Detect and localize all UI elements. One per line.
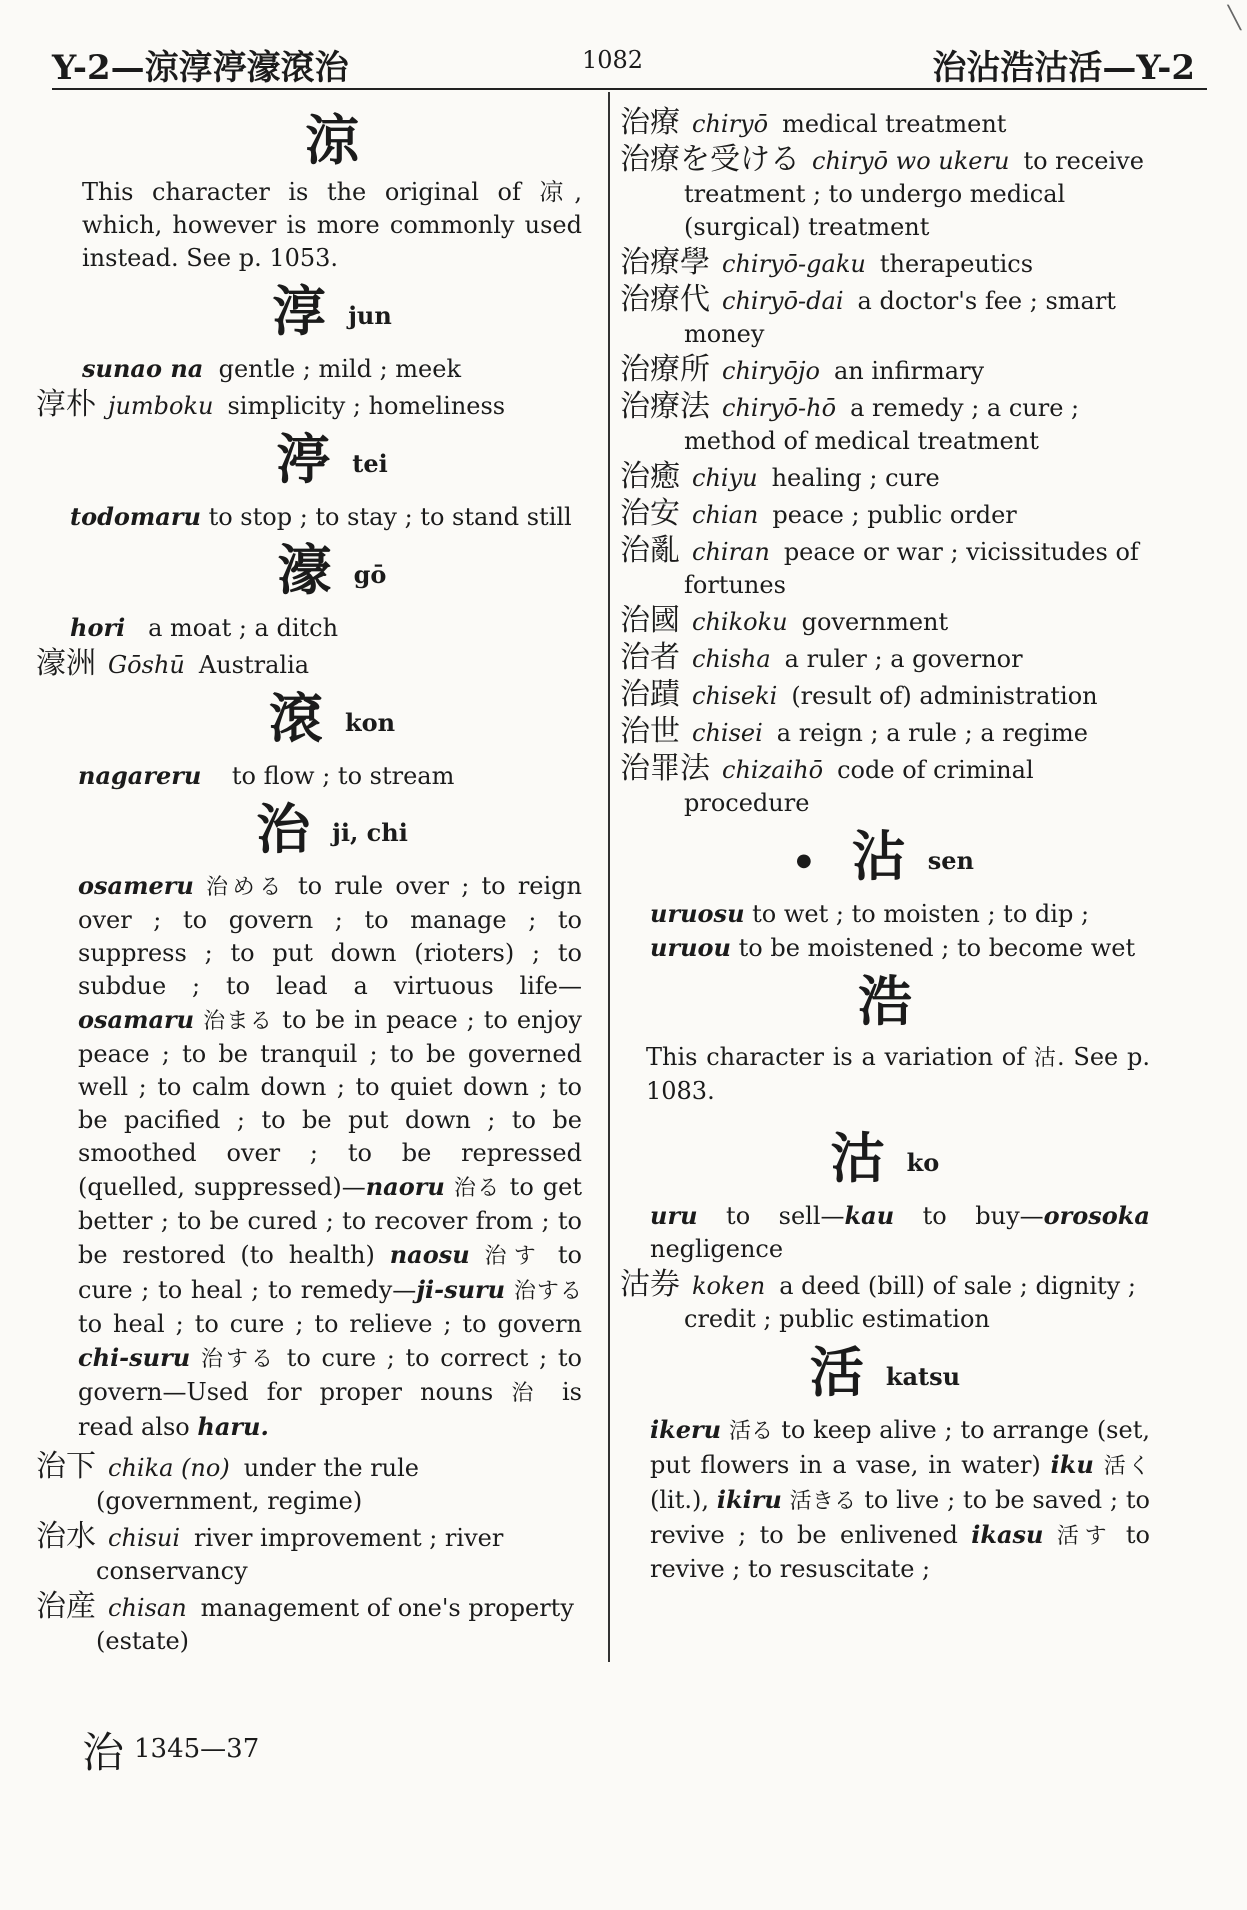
kana-form: 活く <box>1103 1453 1150 1479</box>
kana-form: 活る <box>728 1418 774 1444</box>
compound-head: 治療所 <box>620 352 710 387</box>
kun-reading: todomaru <box>70 501 201 531</box>
definition <box>82 352 582 386</box>
entry-heading-ko <box>620 1126 1150 1195</box>
column-divider <box>608 92 610 1662</box>
compound-entry <box>36 1520 582 1588</box>
kanji: 滾 <box>268 685 323 750</box>
footer-code: 1345—37 <box>134 1734 260 1764</box>
kun-reading: sunao na <box>82 353 204 383</box>
definition <box>78 759 582 793</box>
definition-text: river improvement ; river conservancy <box>96 1524 504 1586</box>
definition-text: to be in peace ; to enjoy peace ; to be tranquil ; to be governed well ; to calm down ; to quiet down ; to be pacified ; to be put down ; to be smoothed over ; to be repressed (quelled, suppressed)— <box>78 1006 582 1202</box>
definition-text: to flow ; to stream <box>231 761 455 790</box>
on-reading: ko <box>906 1147 940 1177</box>
kun-reading: naosu <box>389 1240 470 1270</box>
kanji: 治 <box>256 796 311 861</box>
kana-form: 活す <box>1056 1523 1113 1549</box>
romanization: chisui <box>108 1524 181 1553</box>
bullet-mark: ● <box>796 849 812 871</box>
entry-heading-sen <box>620 824 1150 893</box>
entry-note: This character is the original of 凉, which, however is more commonly used instead. See p. 1053. <box>82 178 582 272</box>
definition-text: to heal ; to cure ; to relieve ; to govern <box>78 1310 582 1339</box>
definition <box>620 1199 1150 1266</box>
compound-entry <box>620 641 1150 676</box>
definition-text: to sell— <box>726 1201 845 1230</box>
compound-entry <box>620 353 1150 388</box>
page-footer <box>82 1720 259 1780</box>
definition-text: healing ; cure <box>771 464 940 492</box>
compound-entry <box>36 1450 582 1518</box>
left-column <box>36 104 582 1660</box>
definition-text: to get better ; to be cured ; to recover from ; to be restored (to health) <box>78 1173 582 1270</box>
kanji: 沽 <box>830 1125 885 1190</box>
header-rule <box>52 88 1207 90</box>
kana-form: 治する <box>200 1347 277 1373</box>
definition-text: to cure ; to heal ; to remedy— <box>78 1241 582 1305</box>
compound-head: 治療學 <box>620 245 710 280</box>
compound-head: 治亂 <box>620 533 680 568</box>
compound-head: 治國 <box>620 603 680 638</box>
romanization: jumboku <box>108 391 214 420</box>
compound-head: 治水 <box>36 1519 96 1555</box>
corner-mark: ╲ <box>1227 6 1241 31</box>
kun-reading: ji-suru <box>416 1275 506 1305</box>
compound-entry <box>620 283 1150 351</box>
kun-reading: iku <box>1050 1449 1094 1479</box>
compound-entry <box>620 246 1150 281</box>
kun-reading: nagareru <box>78 760 202 790</box>
romanization: Gōshū <box>108 650 185 679</box>
compound-head: 治罪法 <box>620 751 710 786</box>
compound-entry <box>620 460 1150 495</box>
entry-heading-ji <box>82 797 582 866</box>
compound-entry <box>36 388 582 423</box>
compound-entry <box>36 1590 582 1658</box>
kanji: 浩 <box>858 968 912 1033</box>
note-text: This character is a variation of <box>646 1042 1026 1071</box>
definition-text: negligence <box>650 1234 784 1263</box>
definition-paragraph <box>78 869 582 1444</box>
compound-head: 治世 <box>620 714 680 749</box>
entry-heading-katsu <box>620 1340 1150 1409</box>
kun-reading: ikiru <box>716 1484 782 1514</box>
definition <box>70 611 582 645</box>
definition-text: a deed (bill) of sale ; dignity ; credit ; public estimation <box>684 1271 1136 1333</box>
kana-form: 治する <box>513 1279 582 1305</box>
romanization: chian <box>692 501 759 529</box>
definition-text: therapeutics <box>879 250 1034 278</box>
romanization: chiran <box>692 538 770 566</box>
compound-head: 治安 <box>620 496 680 531</box>
entry-heading-go <box>82 538 582 607</box>
on-reading: sen <box>927 845 974 875</box>
definition-text: is read also <box>78 1378 582 1442</box>
compound-head: 治下 <box>36 1449 96 1485</box>
romanization: chiryō-dai <box>722 287 844 315</box>
definition-text: simplicity ; homeliness <box>227 391 506 420</box>
definition-text: peace or war ; vicissitudes of fortunes <box>684 538 1139 599</box>
definition-text: to stop ; to stay ; to stand still <box>208 502 572 531</box>
definition-text: to wet ; to moisten ; to dip ; <box>752 899 1090 928</box>
definition-text: to rule over ; to reign over ; to govern ; to manage ; to suppress ; to put down (rioters) ; to subdue ; to lead a virtuous life— <box>78 872 582 1001</box>
kana-form: 治まる <box>203 1009 274 1035</box>
on-reading: kon <box>344 707 396 737</box>
compound-entry <box>620 497 1150 532</box>
romanization: chiryō-hō <box>722 394 837 422</box>
romanization: koken <box>692 1271 766 1300</box>
compound-entry <box>620 715 1150 750</box>
running-head <box>52 40 1195 90</box>
on-reading: tei <box>352 448 388 478</box>
definition-text: an infirmary <box>833 357 985 385</box>
definition <box>70 500 582 534</box>
compound-entry <box>620 604 1150 639</box>
romanization: chikoku <box>692 608 788 636</box>
compound-head: 治療代 <box>620 282 710 317</box>
romanization: chisha <box>692 645 771 673</box>
definition <box>620 931 1150 965</box>
definition-text: to cure ; to correct ; to govern—Used for proper nouns <box>78 1344 582 1407</box>
on-reading: gō <box>353 559 387 589</box>
kanji-inline: 治 <box>511 1381 544 1407</box>
kun-reading: osamaru <box>78 1005 195 1035</box>
entry-heading-kon <box>82 686 582 755</box>
kun-reading: kau <box>844 1200 895 1230</box>
definition-text: to be moistened ; to become wet <box>738 933 1136 962</box>
kun-reading: ikasu <box>971 1519 1044 1549</box>
definition-text: a remedy ; a cure ; method of medical treatment <box>684 394 1080 455</box>
definition-text: a ruler ; a governor <box>784 645 1023 673</box>
definition-text: under the rule (government, regime) <box>96 1454 420 1516</box>
compound-head: 治療を受ける <box>620 142 800 177</box>
compound-entry <box>620 390 1150 458</box>
kana-form: 治める <box>206 875 286 901</box>
romanization: chiyu <box>692 464 758 492</box>
definition-text: peace ; public order <box>772 501 1017 529</box>
definition-text: to revive ; to resuscitate ; <box>650 1520 1150 1583</box>
on-reading: ji, chi <box>332 818 408 848</box>
definition-text: government <box>801 608 949 636</box>
on-reading: katsu <box>885 1361 961 1391</box>
page-number: 1082 <box>582 46 644 74</box>
definition-text: to live ; to be saved ; to revive ; to be enlivened <box>650 1485 1150 1549</box>
romanization: chiryō-gaku <box>722 250 866 278</box>
compound-head: 沽券 <box>620 1266 680 1302</box>
romanization: chiryō <box>692 110 769 138</box>
compound-entry <box>620 1268 1150 1336</box>
entry-heading-ryo <box>82 108 582 172</box>
definition-text: to receive treatment ; to undergo medical (surgical) treatment <box>684 147 1144 241</box>
kun-reading: ikeru <box>650 1414 722 1444</box>
kanji: 活 <box>809 1339 864 1404</box>
kun-reading: haru. <box>197 1412 269 1442</box>
on-reading: jun <box>348 300 392 330</box>
compound-head: 治療法 <box>620 389 710 424</box>
kun-reading: orosoka <box>1043 1200 1150 1230</box>
definition-text: gentle ; mild ; meek <box>218 354 462 383</box>
compound-head: 治産 <box>36 1589 96 1625</box>
compound-head: 治療 <box>620 105 680 140</box>
kanji: 涼 <box>305 108 359 172</box>
definition <box>620 897 1150 931</box>
definition-text: (lit.), <box>650 1485 709 1514</box>
romanization: chika (no) <box>108 1454 230 1483</box>
kanji-inline: 沽 <box>1033 1045 1058 1071</box>
romanization: chiryō wo ukeru <box>812 147 1010 175</box>
kanji: 濠 <box>277 537 332 602</box>
compound-entry <box>620 534 1150 602</box>
kun-reading: osameru <box>78 871 194 901</box>
definition-paragraph <box>620 1413 1150 1586</box>
note-text: . See p. 1083. <box>646 1042 1150 1105</box>
definition-text: Australia <box>198 650 310 679</box>
entry-heading-jun <box>82 279 582 348</box>
compound-entry <box>620 752 1150 820</box>
entry-heading-ko-variant <box>620 969 1150 1033</box>
entry-heading-tei <box>82 427 582 496</box>
kun-reading: naoru <box>365 1172 445 1202</box>
running-head-right: 治沾浩沽活—Y-2 <box>932 48 1195 88</box>
kun-reading: uruou <box>650 932 731 962</box>
kanji: 沾 <box>851 824 906 888</box>
compound-head: 治蹟 <box>620 677 680 712</box>
compound-head: 治癒 <box>620 459 680 494</box>
running-head-left: Y-2—涼淳渟濠滾治 <box>52 48 349 88</box>
definition-text: management of one's property (estate) <box>96 1594 574 1656</box>
compound-entry <box>620 106 1150 141</box>
right-column <box>620 104 1150 1586</box>
romanization: chisei <box>692 719 763 747</box>
kana-form: 活きる <box>789 1488 857 1514</box>
kun-reading: uru <box>650 1200 698 1230</box>
compound-head: 治者 <box>620 640 680 675</box>
kanji: 淳 <box>272 279 327 343</box>
definition-text: a moat ; a ditch <box>148 613 339 642</box>
definition-text: medical treatment <box>782 110 1007 138</box>
kun-reading: chi-suru <box>78 1343 191 1373</box>
definition-text: a reign ; a rule ; a regime <box>776 719 1088 747</box>
compound-head: 淳朴 <box>36 386 96 422</box>
romanization: chizaihō <box>722 756 824 784</box>
footer-kanji: 治 <box>82 1728 125 1777</box>
kana-form: 治る <box>453 1176 501 1202</box>
kana-form: 治す <box>484 1244 543 1270</box>
compound-head: 濠洲 <box>36 645 96 681</box>
kanji: 渟 <box>276 426 331 491</box>
definition-text: code of criminal procedure <box>684 756 1034 817</box>
definition-text: to buy— <box>922 1201 1044 1230</box>
compound-entry <box>620 143 1150 244</box>
compound-entry <box>36 647 582 682</box>
kun-reading: uruosu <box>650 898 745 928</box>
romanization: chisan <box>108 1594 187 1623</box>
romanization: chiseki <box>692 682 778 710</box>
kun-reading: hori <box>70 612 126 642</box>
definition-text: (result of) administration <box>791 682 1098 710</box>
romanization: chiryōjo <box>722 357 820 385</box>
definition-text: to keep alive ; to arrange (set, put flowers in a vase, in water) <box>650 1415 1150 1479</box>
compound-entry <box>620 678 1150 713</box>
entry-note <box>620 1041 1150 1108</box>
definition-text: a doctor's fee ; smart money <box>684 287 1116 348</box>
